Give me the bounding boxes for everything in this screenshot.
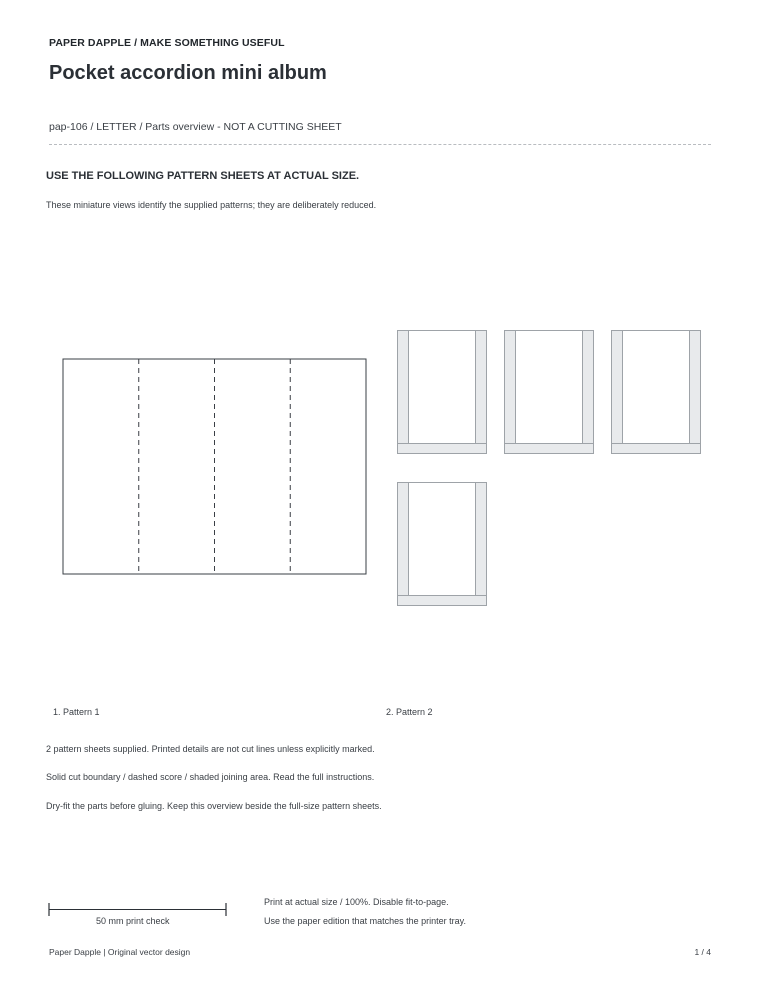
- glue-flap: [476, 483, 487, 606]
- pattern-1-caption: 1. Pattern 1: [53, 707, 100, 717]
- page-title: Pocket accordion mini album: [49, 62, 327, 84]
- glue-flap: [612, 331, 623, 454]
- section-heading: USE THE FOLLOWING PATTERN SHEETS AT ACTUAL SIZE.: [46, 170, 360, 182]
- page-number: 1 / 4: [694, 947, 711, 957]
- glue-flap: [583, 331, 594, 454]
- pattern-2-pocket-3: [611, 330, 701, 455]
- dashed-divider: [49, 144, 711, 145]
- section-subtext: These miniature views identify the supplied patterns; they are deliberately reduced.: [46, 200, 377, 210]
- brand-breadcrumb: PAPER DAPPLE / MAKE SOMETHING USEFUL: [49, 37, 285, 49]
- glue-flap: [476, 331, 487, 454]
- glue-flap: [612, 444, 701, 454]
- footer-credit: Paper Dapple | Original vector design: [49, 947, 191, 957]
- pattern-2-pocket-1: [397, 330, 487, 455]
- pattern-2-pocket-2: [504, 330, 594, 455]
- note-legend: Solid cut boundary / dashed score / shaded joining area. Read the full instructions.: [46, 772, 375, 782]
- scale-label: 50 mm print check: [96, 916, 170, 926]
- glue-flap: [398, 596, 487, 606]
- scale-bar: [48, 902, 228, 917]
- glue-flap: [398, 483, 409, 606]
- pattern-2-pocket-4: [397, 482, 487, 607]
- print-instruction-scale: Print at actual size / 100%. Disable fit-to-page.: [264, 897, 449, 907]
- pattern-2-caption: 2. Pattern 2: [386, 707, 433, 717]
- document-meta: pap-106 / LETTER / Parts overview - NOT A CUTTING SHEET: [49, 121, 342, 133]
- print-instruction-paper: Use the paper edition that matches the printer tray.: [264, 916, 466, 926]
- glue-flap: [398, 444, 487, 454]
- glue-flap: [505, 331, 516, 454]
- note-dry-fit: Dry-fit the parts before gluing. Keep this overview beside the full-size pattern sheets.: [46, 801, 382, 811]
- note-sheets: 2 pattern sheets supplied. Printed details are not cut lines unless explicitly marked.: [46, 744, 375, 754]
- glue-flap: [690, 331, 701, 454]
- glue-flap: [398, 331, 409, 454]
- glue-flap: [505, 444, 594, 454]
- pattern-1-diagram: [62, 358, 368, 576]
